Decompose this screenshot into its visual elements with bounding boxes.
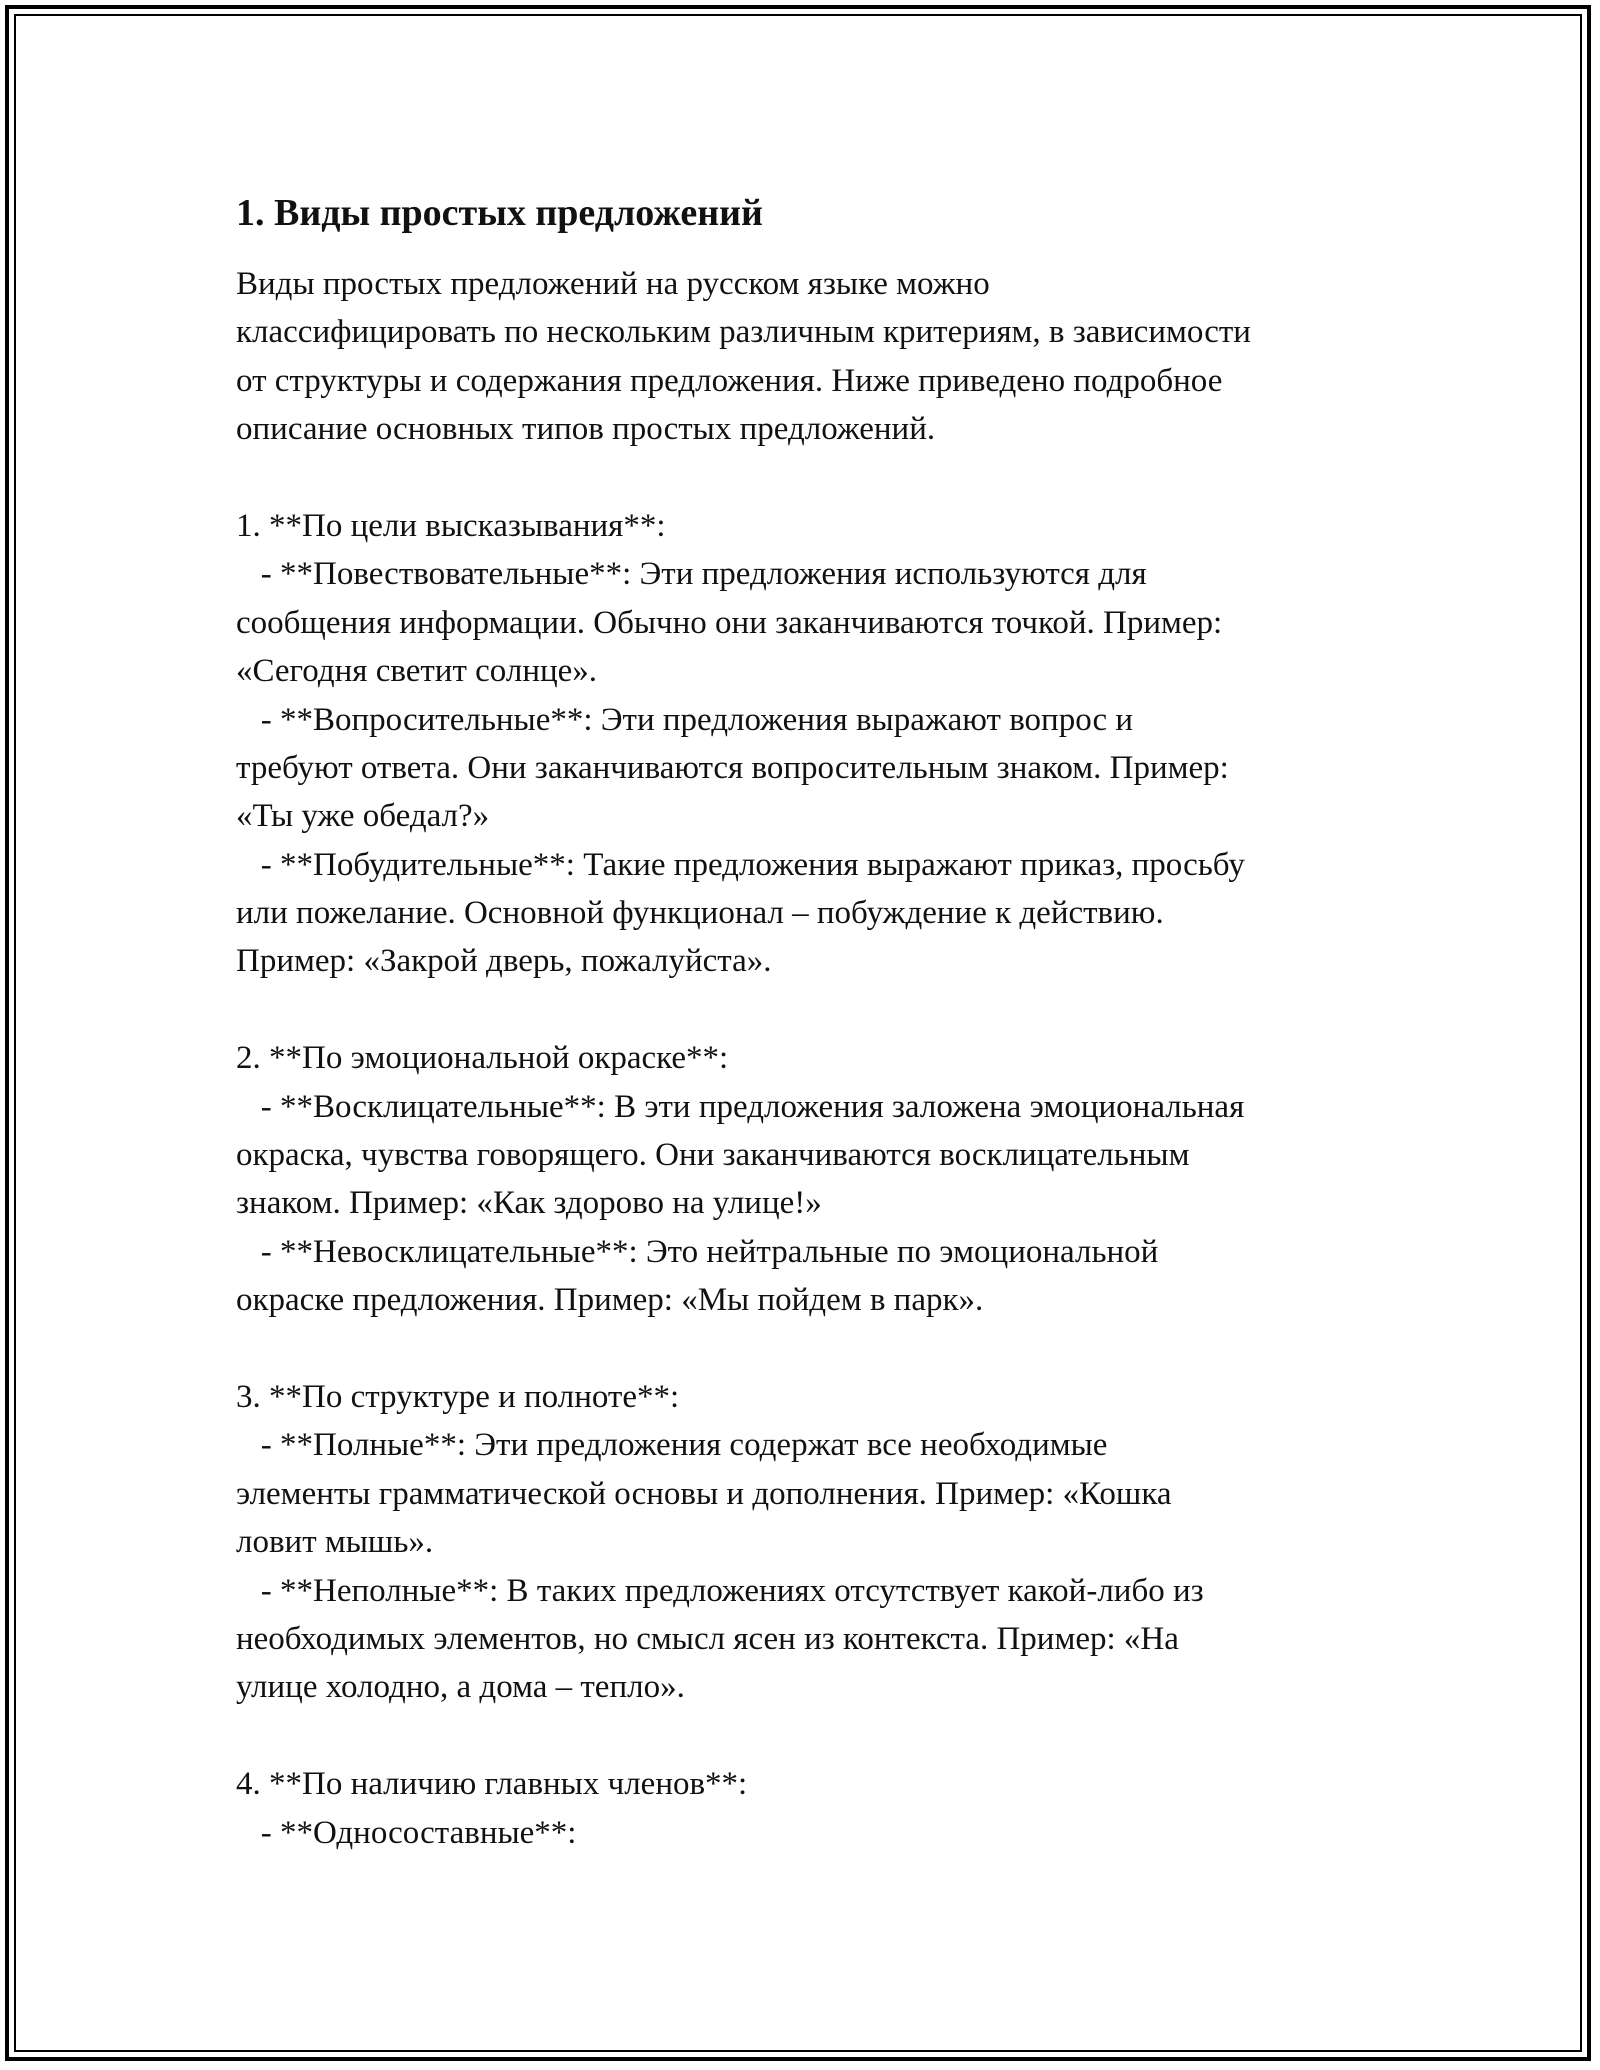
text-line: описание основных типов простых предложений. bbox=[236, 411, 936, 448]
text-line: - **Восклицательные**: В эти предложения заложена эмоциональная bbox=[236, 1088, 1245, 1125]
text-line: от структуры и содержания предложения. Ниже приведено подробное bbox=[236, 362, 1223, 399]
text-line: необходимых элементов, но смысл ясен из контекста. Пример: «На bbox=[236, 1620, 1179, 1657]
text-line: Пример: «Закрой дверь, пожалуйста». bbox=[236, 943, 772, 980]
text-line: знаком. Пример: «Как здорово на улице!» bbox=[236, 1185, 822, 1222]
section-heading: 4. **По наличию главных членов**: bbox=[236, 1766, 748, 1803]
text-line: окраска, чувства говорящего. Они заканчиваются восклицательным bbox=[236, 1137, 1190, 1174]
text-line: «Ты уже обедал?» bbox=[236, 798, 490, 835]
text-line: сообщения информации. Обычно они заканчиваются точкой. Пример: bbox=[236, 604, 1223, 641]
text-line: - **Односоставные**: bbox=[236, 1814, 577, 1851]
document-title: 1. Виды простых предложений bbox=[236, 192, 763, 234]
section-heading: 3. **По структуре и полноте**: bbox=[236, 1378, 680, 1415]
blank-line bbox=[236, 1712, 1386, 1760]
document-body bbox=[236, 186, 1386, 1857]
section-heading: 2. **По эмоциональной окраске**: bbox=[236, 1040, 729, 1077]
text-line: классифицировать по нескольким различным критериям, в зависимости bbox=[236, 314, 1251, 351]
text-line: «Сегодня светит солнце». bbox=[236, 653, 598, 690]
text-line: ловит мышь». bbox=[236, 1524, 434, 1561]
text-line: - **Неполные**: В таких предложениях отсутствует какой-либо из bbox=[236, 1572, 1204, 1609]
blank-line bbox=[236, 1325, 1386, 1373]
section-emotion bbox=[236, 1034, 1386, 1324]
blank-line bbox=[236, 986, 1386, 1034]
intro-paragraph bbox=[236, 260, 1386, 454]
text-line: - **Побудительные**: Такие предложения выражают приказ, просьбу bbox=[236, 846, 1245, 883]
text-line: - **Полные**: Эти предложения содержат все необходимые bbox=[236, 1427, 1108, 1464]
section-main-members bbox=[236, 1760, 1386, 1857]
text-line: - **Вопросительные**: Эти предложения выражают вопрос и bbox=[236, 701, 1134, 738]
text-line: - **Невосклицательные**: Это нейтральные по эмоциональной bbox=[236, 1233, 1159, 1270]
section-purpose bbox=[236, 502, 1386, 986]
blank-line bbox=[236, 454, 1386, 502]
text-line: элементы грамматической основы и дополнения. Пример: «Кошка bbox=[236, 1475, 1172, 1512]
text-line: - **Повествовательные**: Эти предложения используются для bbox=[236, 556, 1147, 593]
text-line: или пожелание. Основной функционал – побуждение к действию. bbox=[236, 895, 1164, 932]
section-heading: 1. **По цели высказывания**: bbox=[236, 507, 666, 544]
text-line: окраске предложения. Пример: «Мы пойдем в парк». bbox=[236, 1282, 984, 1319]
text-line: Виды простых предложений на русском языке можно bbox=[236, 266, 990, 302]
text-line: улице холодно, а дома – тепло». bbox=[236, 1669, 685, 1706]
section-structure bbox=[236, 1373, 1386, 1712]
text-line: требуют ответа. Они заканчиваются вопросительным знаком. Пример: bbox=[236, 749, 1229, 786]
